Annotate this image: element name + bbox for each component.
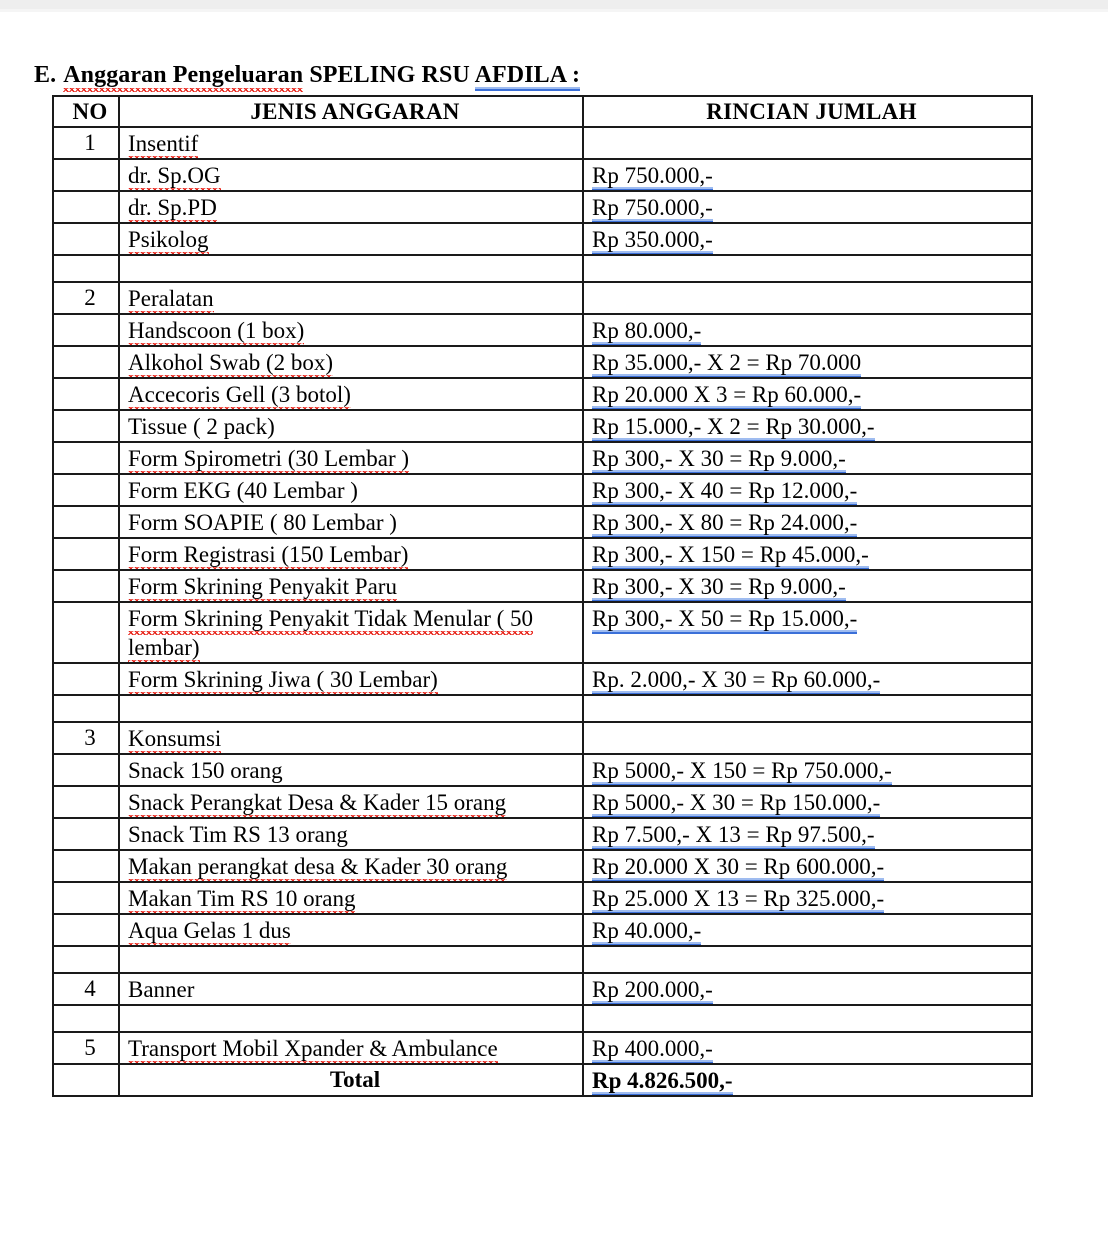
- budget-item-cell: [119, 127, 583, 159]
- budget-item-text: Konsumsi: [128, 726, 221, 754]
- amount-cell: [583, 1032, 1032, 1064]
- row-number-cell: 2: [53, 282, 119, 314]
- budget-item-cell: [119, 223, 583, 255]
- row-number-cell: 5: [53, 1032, 119, 1064]
- table-row: [53, 695, 1032, 722]
- table-row: [53, 378, 1032, 410]
- table-row: [53, 946, 1032, 973]
- budget-item-text: Banner: [128, 977, 195, 1002]
- table-row: [53, 346, 1032, 378]
- heading-text-plain: SPELING RSU: [309, 62, 470, 88]
- row-number-cell: [53, 786, 119, 818]
- amount-cell: [583, 191, 1032, 223]
- amount-text: Rp 25.000 X 13 = Rp 325.000,-: [592, 886, 884, 914]
- budget-item-cell: [119, 663, 583, 695]
- amount-text: Rp 750.000,-: [592, 163, 713, 191]
- budget-item-cell: [119, 378, 583, 410]
- amount-text: Rp 200.000,-: [592, 977, 713, 1005]
- budget-item-cell: [119, 722, 583, 754]
- amount-cell: [583, 538, 1032, 570]
- budget-item-cell: [119, 754, 583, 786]
- row-number-cell: [53, 255, 119, 282]
- amount-cell: [583, 474, 1032, 506]
- row-number-cell: [53, 818, 119, 850]
- table-row: [53, 223, 1032, 255]
- amount-text: Rp 300,- X 150 = Rp 45.000,-: [592, 542, 869, 570]
- total-no-cell: [53, 1064, 119, 1096]
- table-row: [53, 255, 1032, 282]
- table-row: [53, 538, 1032, 570]
- amount-cell: [583, 378, 1032, 410]
- amount-cell: [583, 850, 1032, 882]
- table-row: [53, 722, 1032, 754]
- amount-cell: [583, 754, 1032, 786]
- budget-item-text: Psikolog: [128, 227, 209, 255]
- table-row: [53, 410, 1032, 442]
- amount-cell: [583, 346, 1032, 378]
- budget-item-text: Snack Tim RS 13 orang: [128, 822, 348, 847]
- amount-text: Rp 5000,- X 30 = Rp 150.000,-: [592, 790, 880, 818]
- budget-item-text: Handscoon (1 box): [128, 318, 304, 346]
- budget-item-text: Snack 150 orang: [128, 758, 283, 783]
- amount-cell: [583, 570, 1032, 602]
- row-number-cell: [53, 882, 119, 914]
- amount-text: Rp 35.000,- X 2 = Rp 70.000: [592, 350, 861, 378]
- amount-text: Rp 80.000,-: [592, 318, 701, 346]
- amount-text: Rp 300,- X 30 = Rp 9.000,-: [592, 574, 846, 602]
- amount-cell: [583, 506, 1032, 538]
- budget-item-cell: [119, 850, 583, 882]
- budget-item-cell: [119, 1032, 583, 1064]
- total-amount-cell: [583, 1064, 1032, 1096]
- amount-cell: [583, 695, 1032, 722]
- budget-item-text: Accecoris Gell (3 botol): [128, 382, 351, 410]
- row-number-cell: [53, 663, 119, 695]
- row-number-cell: [53, 506, 119, 538]
- budget-item-text: Makan perangkat desa & Kader 30 orang: [128, 854, 507, 882]
- budget-item-text: Transport Mobil Xpander & Ambulance: [128, 1036, 498, 1064]
- row-number-cell: [53, 223, 119, 255]
- budget-item-cell: [119, 255, 583, 282]
- budget-item-cell: [119, 695, 583, 722]
- amount-cell: [583, 946, 1032, 973]
- amount-text: Rp 40.000,-: [592, 918, 701, 946]
- row-number-cell: [53, 914, 119, 946]
- budget-item-text: Form Spirometri (30 Lembar ): [128, 446, 409, 474]
- budget-item-cell: [119, 410, 583, 442]
- budget-item-text: Aqua Gelas 1 dus: [128, 918, 291, 946]
- table-row: [53, 882, 1032, 914]
- budget-item-cell: [119, 506, 583, 538]
- table-row: [53, 282, 1032, 314]
- row-number-cell: [53, 695, 119, 722]
- table-row: [53, 914, 1032, 946]
- table-row: [53, 159, 1032, 191]
- total-amount-text: Rp 4.826.500,-: [592, 1068, 733, 1096]
- amount-text: Rp 400.000,-: [592, 1036, 713, 1064]
- budget-item-cell: [119, 946, 583, 973]
- row-number-cell: [53, 378, 119, 410]
- budget-item-text: Form EKG (40 Lembar ): [128, 478, 358, 503]
- window-top-strip: [0, 0, 1108, 9]
- table-row: [53, 1005, 1032, 1032]
- table-row: [53, 127, 1032, 159]
- budget-item-cell: [119, 159, 583, 191]
- amount-cell: [583, 314, 1032, 346]
- amount-cell: [583, 159, 1032, 191]
- budget-item-cell: [119, 346, 583, 378]
- budget-item-text: Tissue ( 2 pack): [128, 414, 275, 439]
- amount-cell: [583, 442, 1032, 474]
- row-number-cell: [53, 946, 119, 973]
- budget-item-text: Insentif: [128, 131, 198, 159]
- amount-cell: [583, 410, 1032, 442]
- budget-item-cell: [119, 786, 583, 818]
- budget-item-text: Form Skrining Penyakit Tidak Menular ( 50 lembar): [128, 606, 533, 663]
- row-number-cell: [53, 602, 119, 663]
- total-row: [53, 1064, 1032, 1096]
- amount-text: Rp 5000,- X 150 = Rp 750.000,-: [592, 758, 892, 786]
- row-number-cell: [53, 314, 119, 346]
- amount-cell: [583, 786, 1032, 818]
- row-number-cell: [53, 538, 119, 570]
- amount-text: Rp 20.000 X 3 = Rp 60.000,-: [592, 382, 861, 410]
- document-page: [0, 12, 1108, 1097]
- amount-text: Rp 15.000,- X 2 = Rp 30.000,-: [592, 414, 875, 442]
- table-row: [53, 570, 1032, 602]
- row-number-cell: 3: [53, 722, 119, 754]
- heading-marker: E.: [34, 62, 57, 88]
- amount-cell: [583, 914, 1032, 946]
- amount-cell: [583, 127, 1032, 159]
- budget-item-cell: [119, 314, 583, 346]
- amount-text: Rp 350.000,-: [592, 227, 713, 255]
- amount-cell: [583, 223, 1032, 255]
- column-header-no: NO: [53, 96, 119, 127]
- amount-text: Rp 300,- X 30 = Rp 9.000,-: [592, 446, 846, 474]
- row-number-cell: [53, 191, 119, 223]
- amount-text: Rp 300,- X 80 = Rp 24.000,-: [592, 510, 857, 538]
- budget-item-cell: [119, 538, 583, 570]
- table-row: [53, 663, 1032, 695]
- heading-text-underlined: AFDILA :: [475, 62, 580, 91]
- total-label-cell: Total: [119, 1064, 583, 1096]
- table-body: [53, 127, 1032, 1064]
- amount-cell: [583, 818, 1032, 850]
- amount-cell: [583, 602, 1032, 663]
- table-row: [53, 474, 1032, 506]
- budget-item-text: Form Skrining Jiwa ( 30 Lembar): [128, 667, 438, 695]
- amount-text: Rp. 2.000,- X 30 = Rp 60.000,-: [592, 667, 880, 695]
- amount-cell: [583, 973, 1032, 1005]
- row-number-cell: 4: [53, 973, 119, 1005]
- row-number-cell: [53, 754, 119, 786]
- amount-cell: [583, 1005, 1032, 1032]
- budget-item-cell: [119, 818, 583, 850]
- budget-item-cell: [119, 442, 583, 474]
- budget-item-cell: [119, 882, 583, 914]
- table-row: [53, 191, 1032, 223]
- budget-item-cell: [119, 602, 583, 663]
- budget-item-text: Form Skrining Penyakit Paru: [128, 574, 397, 602]
- amount-text: Rp 300,- X 40 = Rp 12.000,-: [592, 478, 857, 506]
- budget-item-cell: [119, 1005, 583, 1032]
- table-row: [53, 850, 1032, 882]
- row-number-cell: [53, 570, 119, 602]
- table-row: [53, 1032, 1032, 1064]
- budget-item-text: dr. Sp.OG: [128, 163, 221, 191]
- budget-item-cell: [119, 973, 583, 1005]
- table-header-row: [53, 96, 1032, 127]
- section-heading: [34, 62, 1108, 89]
- budget-item-cell: [119, 191, 583, 223]
- budget-item-text: Form Registrasi (150 Lembar): [128, 542, 408, 570]
- table-row: [53, 786, 1032, 818]
- table-row: [53, 314, 1032, 346]
- budget-item-cell: [119, 282, 583, 314]
- column-header-jenis: JENIS ANGGARAN: [119, 96, 583, 127]
- row-number-cell: [53, 346, 119, 378]
- amount-cell: [583, 255, 1032, 282]
- budget-table: [52, 95, 1033, 1097]
- budget-item-cell: [119, 914, 583, 946]
- heading-text-flagged: Anggaran Pengeluaran: [63, 62, 303, 92]
- amount-cell: [583, 882, 1032, 914]
- amount-text: Rp 20.000 X 30 = Rp 600.000,-: [592, 854, 884, 882]
- budget-item-cell: [119, 570, 583, 602]
- amount-text: Rp 750.000,-: [592, 195, 713, 223]
- table-row: [53, 754, 1032, 786]
- amount-cell: [583, 663, 1032, 695]
- row-number-cell: 1: [53, 127, 119, 159]
- amount-text: Rp 300,- X 50 = Rp 15.000,-: [592, 606, 857, 634]
- budget-item-text: Peralatan: [128, 286, 214, 314]
- amount-cell: [583, 722, 1032, 754]
- budget-item-text: Form SOAPIE ( 80 Lembar ): [128, 510, 397, 535]
- row-number-cell: [53, 1005, 119, 1032]
- row-number-cell: [53, 159, 119, 191]
- row-number-cell: [53, 442, 119, 474]
- table-row: [53, 602, 1032, 663]
- budget-item-cell: [119, 474, 583, 506]
- table-row: [53, 973, 1032, 1005]
- table-row: [53, 818, 1032, 850]
- amount-cell: [583, 282, 1032, 314]
- amount-text: Rp 7.500,- X 13 = Rp 97.500,-: [592, 822, 875, 850]
- budget-item-text: Alkohol Swab (2 box): [128, 350, 333, 378]
- budget-item-text: Snack Perangkat Desa & Kader 15 orang: [128, 790, 506, 818]
- row-number-cell: [53, 474, 119, 506]
- row-number-cell: [53, 850, 119, 882]
- column-header-rincian: RINCIAN JUMLAH: [583, 96, 1032, 127]
- table-row: [53, 506, 1032, 538]
- table-row: [53, 442, 1032, 474]
- budget-item-text: dr. Sp.PD: [128, 195, 217, 223]
- budget-item-text: Makan Tim RS 10 orang: [128, 886, 355, 914]
- row-number-cell: [53, 410, 119, 442]
